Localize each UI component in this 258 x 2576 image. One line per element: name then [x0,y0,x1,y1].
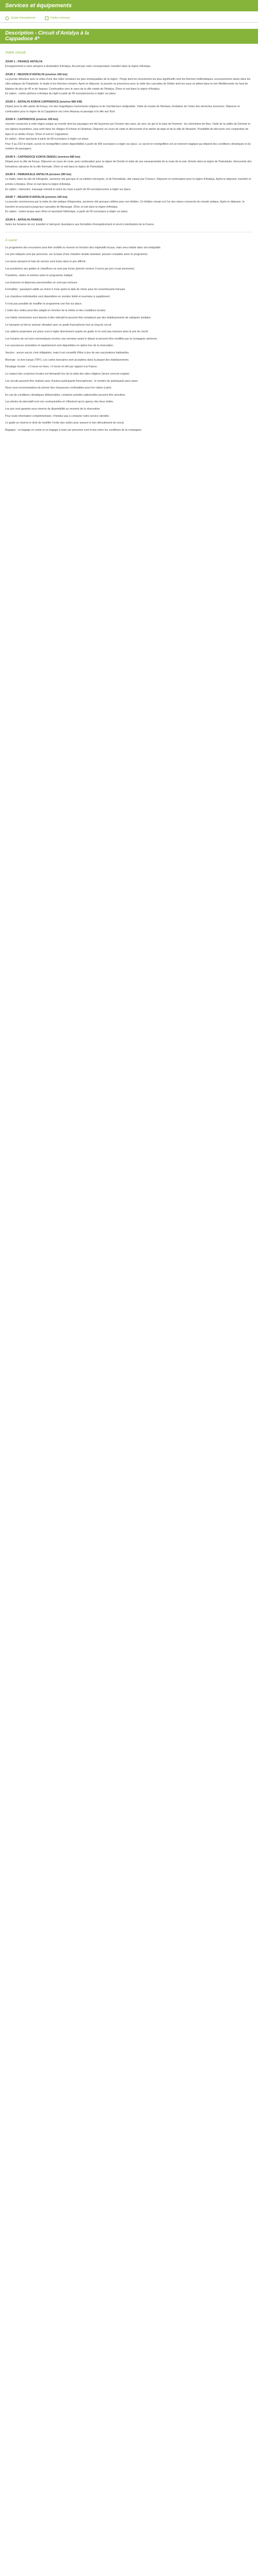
tab-visits-label: Visites incluses [50,16,70,20]
info-paragraph: Nous vous recommandons de prévoir des chaussures confortables pour les visites à pied. [5,386,112,390]
day-text: Selon les horaires de vol, transfert à l'aéroport. Assistance aux formalités d'enregistrement et envol à destination de la France. [5,223,155,226]
info-paragraph: Les prix sont garantis sous réserve de disponibilité au moment de la réservation. [5,408,101,411]
tab-visits[interactable] [45,14,70,22]
services-title: Services et équipements [5,3,72,9]
day-title: JOUR 6 : PAMUKKALE ANTALYA (environ 290 km) [5,173,72,177]
info-paragraph: Les taxes aéroport et frais de service sont inclus dans le prix affiché. [5,260,87,263]
day-text: Enregistrement à votre aéroport à destination d'Antalya. Accueil par votre correspondant, transfert dans la région d'Antalya. [5,64,151,68]
info-paragraph: L'ordre des visites peut être adapté en fonction de la météo et des conditions locales. [5,309,106,313]
tab-guide[interactable] [5,14,36,22]
day-text: Le matin, visite du site de Hiérapolis, ancienne cité grecque et sa célèbre nécropole, et de Pamukkale, site classé par l'Unesco. Déjeuner et continuation pour la région d'Antalya. Après le déjeuner, transfert et arrivée à Antalya. Dîner et nuit dans la région d'Antalya. En option : Hammam, massage oriental et soins du corps à partir de 60 euros/personne à régler sur place. [5,178,251,191]
ticket-icon [45,16,49,20]
day-text: Départ pour la ville de Konya. Déjeuner en cours de route, puis continuation pour la région de Denizli et visite de ses caravansérails de la route de la soie. Arrivée dans la région de Pamukkale, découverte des formations calcaires de la ville thermale. Dîner et nuit dans la région de Pamukkale. [5,160,252,168]
service-tabs [0,11,258,23]
info-paragraph: Transferts, visites et entrées selon le programme indiqué. [5,274,73,278]
info-paragraph: Pour toute information complémentaire, n'hésitez pas à contacter notre service clientèle. [5,414,110,418]
info-paragraph: Les prix indiqués sont par personne, sur la base d'une chambre double standard, pension complète selon le programme. [5,253,148,257]
section-title: Votre circuit [5,50,26,55]
day-text: La journée débutera avec la visite d'une des villes romaines les plus remarquables de la région : Perge dont les monuments les plus significatifs sont les thermes hellénistiques, excessivement situés dans les cités antiques de Pamphylie, le stade et les thermes romains. Après le déjeuner, la journée se poursuivra avec la visite des cascades de Düden dont les eaux se jettent dans la mer Méditerranée du haut de falaises de plus de 40 m de hauteur. Continuation vers le cœur de la ville natale de l'Antalya. Dîner et nuit dans la région d'Antalya. En option : soirée pêcheur à Antalya du night à partir de 45 euros/personne à régler sur place. [5,77,251,96]
day-title: JOUR 7 : REGION D'ANTALYA (environ 100 km) [5,196,68,199]
days-list [5,59,253,228]
day-title: JOUR 1 : FRANCE ANTALYA [5,60,43,63]
info-paragraph: Les options proposées sur place sont à régler directement auprès du guide et ne sont pas incluses dans le prix du circuit. [5,330,149,334]
description-title-line2: Cappadoce 4* [5,36,40,42]
info-list [5,246,253,433]
description-title-line1: Description - Circuit d'Antalya à la [5,30,89,36]
day-title: JOUR 2 : REGION D'ANTALYA (environ 100 km) [5,73,68,76]
description-header [0,29,258,44]
info-paragraph: Vaccins : aucun vaccin n'est obligatoire, mais il est conseillé d'être à jour de ses vaccinations habituelles. [5,351,130,355]
info-paragraph: Les hôtels mentionnés sont donnés à titre indicatif et peuvent être remplacés par des établissements de catégorie similaire. [5,316,152,319]
info-paragraph: Le programme des excursions peut être modifié ou inversé en fonction des impératifs locaux, mais sera réalisé dans son intégralité. [5,246,162,249]
guide-icon [5,16,9,20]
info-paragraph: Les circuits peuvent être réalisés avec d'autres participants francophones ; le nombre de participants peut varier. [5,379,139,383]
description-title [5,30,253,42]
info-paragraph: Le respect des coutumes locales est demandé lors de la visite des sites religieux (tenue correcte exigée). [5,372,130,376]
day-text: La journée commencera par la visite du site antique d'Aspendos, ancienne cité grecque célèbre pour son théâtre. Ce théâtre romain est l'un des mieux conservés du monde antique. Après le déjeuner, le transfert se poursuivra jusqu'aux cascades de Manavgat. Dîner et nuit dans la région d'Antalya. En option : soirée turque avec dîner et spectacle folklorique, à partir de 55 euros/pers à régler sur place. [5,200,245,214]
info-paragraph: Il n'est pas possible de modifier le programme une fois sur place. [5,302,83,306]
info-paragraph: Décalage horaire : +1 heure en hiver, +1 heure en été par rapport à la France. [5,365,98,369]
info-paragraph: Formalités : passeport valide au moins 6 mois après la date de retour pour les ressortissants français. [5,288,126,292]
info-title: À savoir [5,238,18,242]
info-paragraph: Le guide se réserve le droit de modifier l'ordre des visites pour assurer le bon déroulement du circuit. [5,421,125,425]
itinerary-content [0,44,258,433]
info-paragraph: Les horaires de vol sont communiqués environ une semaine avant le départ et peuvent être modifiés par la compagnie aérienne. [5,337,158,341]
tab-guide-label: Guide francophone [11,16,36,20]
info-paragraph: En cas de conditions climatiques défavorables, certaines activités optionnelles peuvent être annulées. [5,393,126,397]
day-title: JOUR 5 : CAPPADOCE KONYA DENIZLI (environ 680 km) [5,156,80,159]
info-paragraph: Bagages : un bagage en soute et un bagage à main par personne sont inclus selon les conditions de la compagnie. [5,428,142,432]
info-paragraph: Les boissons et dépenses personnelles ne sont pas incluses. [5,281,78,284]
day-text: Journée consacrée à cette région unique au monde dont les paysages ont été façonnés par l'érosion des eaux, du vent, du gel et la main de l'homme : les cheminées de fées. Visite de la vallée de Göreme et ses églises byzantines, puis arrêt dans les villages d'Uchisar et Ortahisar. Déjeuner en cours de visite et découverte d'un atelier de tapis et de la ville de Nevsehir. Possibilité de découvrir une coopérative de tapis et un atelier d'onyx. Dîner et nuit en Cappadoce. En option : dîner-spectacle à partir de 80 euros/pers à régler sur place. Pour 4 au 2/10 le matin, survol en montgolfière (selon disponibilité) à partir de 400 euros/pers à régler sur place. Le survol en montgolfière est un moment magique qui dépend des conditions climatiques et du nombre de passagers. [5,123,251,151]
day-title: JOUR 4 : CAPPADOCE (environ 100 km) [5,118,58,122]
info-paragraph: Monnaie : la livre turque (TRY). Les cartes bancaires sont acceptées dans la plupart des établissements. [5,358,130,362]
day-title: JOUR 3 : ANTALYA KONYA CAPPADOCE (environ 580 KM) [5,100,82,104]
info-paragraph: Les assurances annulation et rapatriement sont disponibles en option lors de la réservation. [5,344,114,348]
day-text: Départ pour la ville sainte de Konya, l'un des magnifiques monuments religieux et de l'architecture seldjoukide. Visite du musée de Mevlana, fondateur de l'ordre des derviches tourneurs. Déjeuner et continuation pour la région de la Cappadoce via Lemo Aksaray et passage à la ville aux Kizil. [5,105,240,113]
info-paragraph: Les pourboires aux guides et chauffeurs ne sont pas inclus (prévoir environ 3 euros par jour et par personne). [5,267,135,270]
info-paragraph: Les chambres individuelles sont disponibles en nombre limité et soumises à supplément. [5,295,110,299]
info-paragraph: Le transport se fait en autocar climatisé avec un guide francophone tout au long du circuit. [5,323,112,327]
info-paragraph: Les photos du descriptif sont non contractuelles et n'illustrent qu'un aperçu des lieux visités. [5,400,114,404]
day-title: JOUR 8 : ANTALYA FRANCE [5,218,43,222]
services-header [0,0,258,11]
